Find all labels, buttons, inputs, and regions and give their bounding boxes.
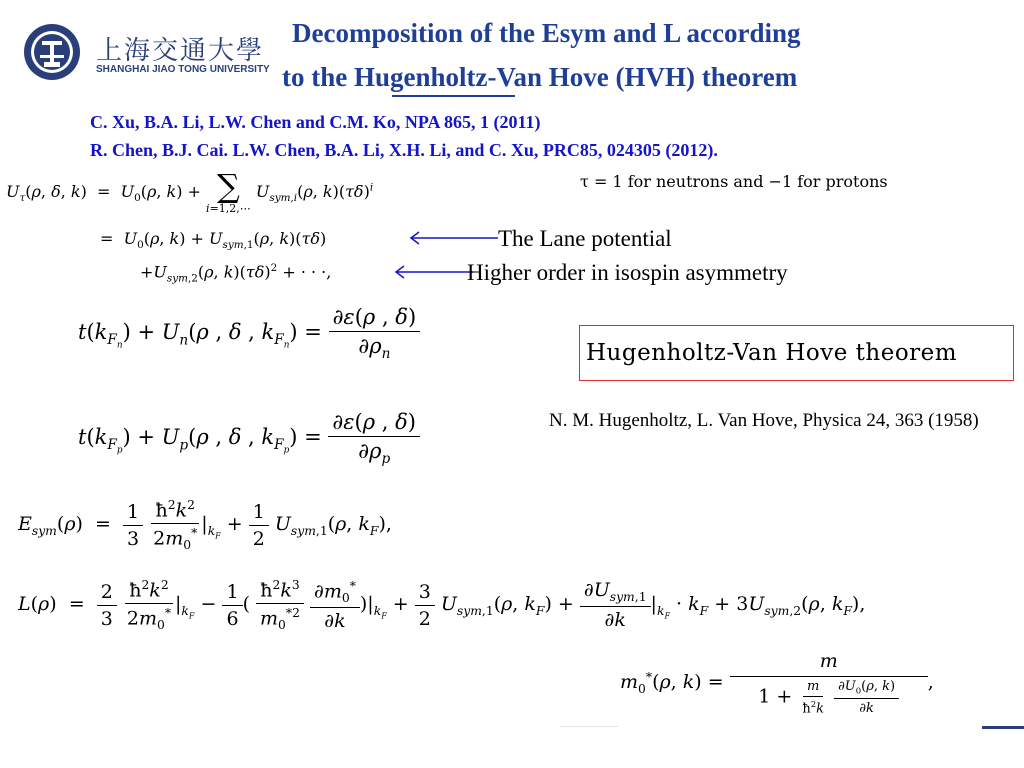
single-particle-potential-expansion: $U_\tau(\rho$, δ, $k) = U_0(\rho$, k) + ∑ i=1,2,⋯ $U_{sym,i}(\rho$, $k)(\tau\delta)^i$ [6, 167, 374, 215]
slide-title-line-2: to the Hugenholtz-Van Hove (HVH) theorem [282, 62, 798, 92]
hvh-proton-equation: $t(k_{F_p}) + U_p(\rho$ , δ , $k_{F_p}$) = $\frac{\partial\varepsilon(\rho , \delta)}{\partial\rho_p}$ [78, 410, 420, 467]
theorem-citation: N. M. Hugenholtz, L. Van Hove, Physica 24, 363 (1958) [549, 410, 979, 431]
divider-line [560, 726, 618, 727]
slope-l-equation: L(ρ) = $\frac{2}{3}$ $\frac{ħ^2k^2}{2m_0^*}$ $|_{k_F}$ − $\frac{1}{6}$ ( $\frac{ħ^2k^3}{m_0^{*2}}$ $\frac{\partial m_0^*}{\partial k}$ )$|_{k_F}$ + $\frac{3}{2}$ $U_{sym,1}(\rho$, $k_F$) + $\frac{\partial U_{sym,1}}{\partial k}$ $|_{k_F} \cdot k_F + 3U_{sym,2}(\rho$, $k_F$), [18, 578, 866, 633]
effective-mass-equation: $m_0^*(\rho$, k) = m 1 + $\frac{m}{ħ^2k}$ $\frac{\partial U_0(\rho, k)}{\partial k}$ , [620, 650, 934, 717]
reference-1: C. Xu, B.A. Li, L.W. Chen and C.M. Ko, NPA 865, 1 (2011) [90, 112, 541, 132]
corner-accent-bar [982, 726, 1024, 729]
university-name-english: SHANGHAI JIAO TONG UNIVERSITY [96, 64, 270, 75]
university-name-chinese: 上海交通大學 [96, 36, 265, 66]
higher-order-equation: $+U_{sym,2}(\rho$, $k)(\tau\delta)^2$ + · · ·, [140, 262, 332, 285]
reference-2: R. Chen, B.J. Cai. L.W. Chen, B.A. Li, X.H. Li, and C. Xu, PRC85, 024305 (2012). [90, 140, 718, 160]
tau-definition: τ = 1 for neutrons and −1 for protons [580, 172, 888, 191]
lane-potential-equation: = $U_0(\rho$, $k) + U_{sym,1}(\rho$, k)(τδ) [100, 229, 327, 252]
hvh-neutron-equation: $t(k_{F_n}) + U_n(\rho$ , δ , $k_{F_n}$) = $\frac{\partial\varepsilon(\rho , \delta)}{\partial\rho_n}$ [78, 305, 420, 362]
higher-order-label: Higher order in isospin asymmetry [467, 260, 788, 285]
university-seal-logo [22, 22, 82, 82]
esym-equation: $E_{sym}(\rho)$ = $\frac{1}{3}$ $\frac{ħ^2k^2}{2m_0^*}$ $|_{k_F}$ + $\frac{1}{2}$ $U_{sym,1}(\rho$, $k_F$), [18, 498, 392, 553]
slide-title-line-1: Decomposition of the Esym and L according [292, 18, 801, 48]
title-underline [392, 95, 515, 97]
theorem-label: Hugenholtz-Van Hove theorem [586, 340, 958, 366]
lane-arrow-icon [405, 228, 500, 248]
lane-potential-label: The Lane potential [498, 226, 672, 251]
higher-order-arrow-icon [390, 262, 475, 282]
